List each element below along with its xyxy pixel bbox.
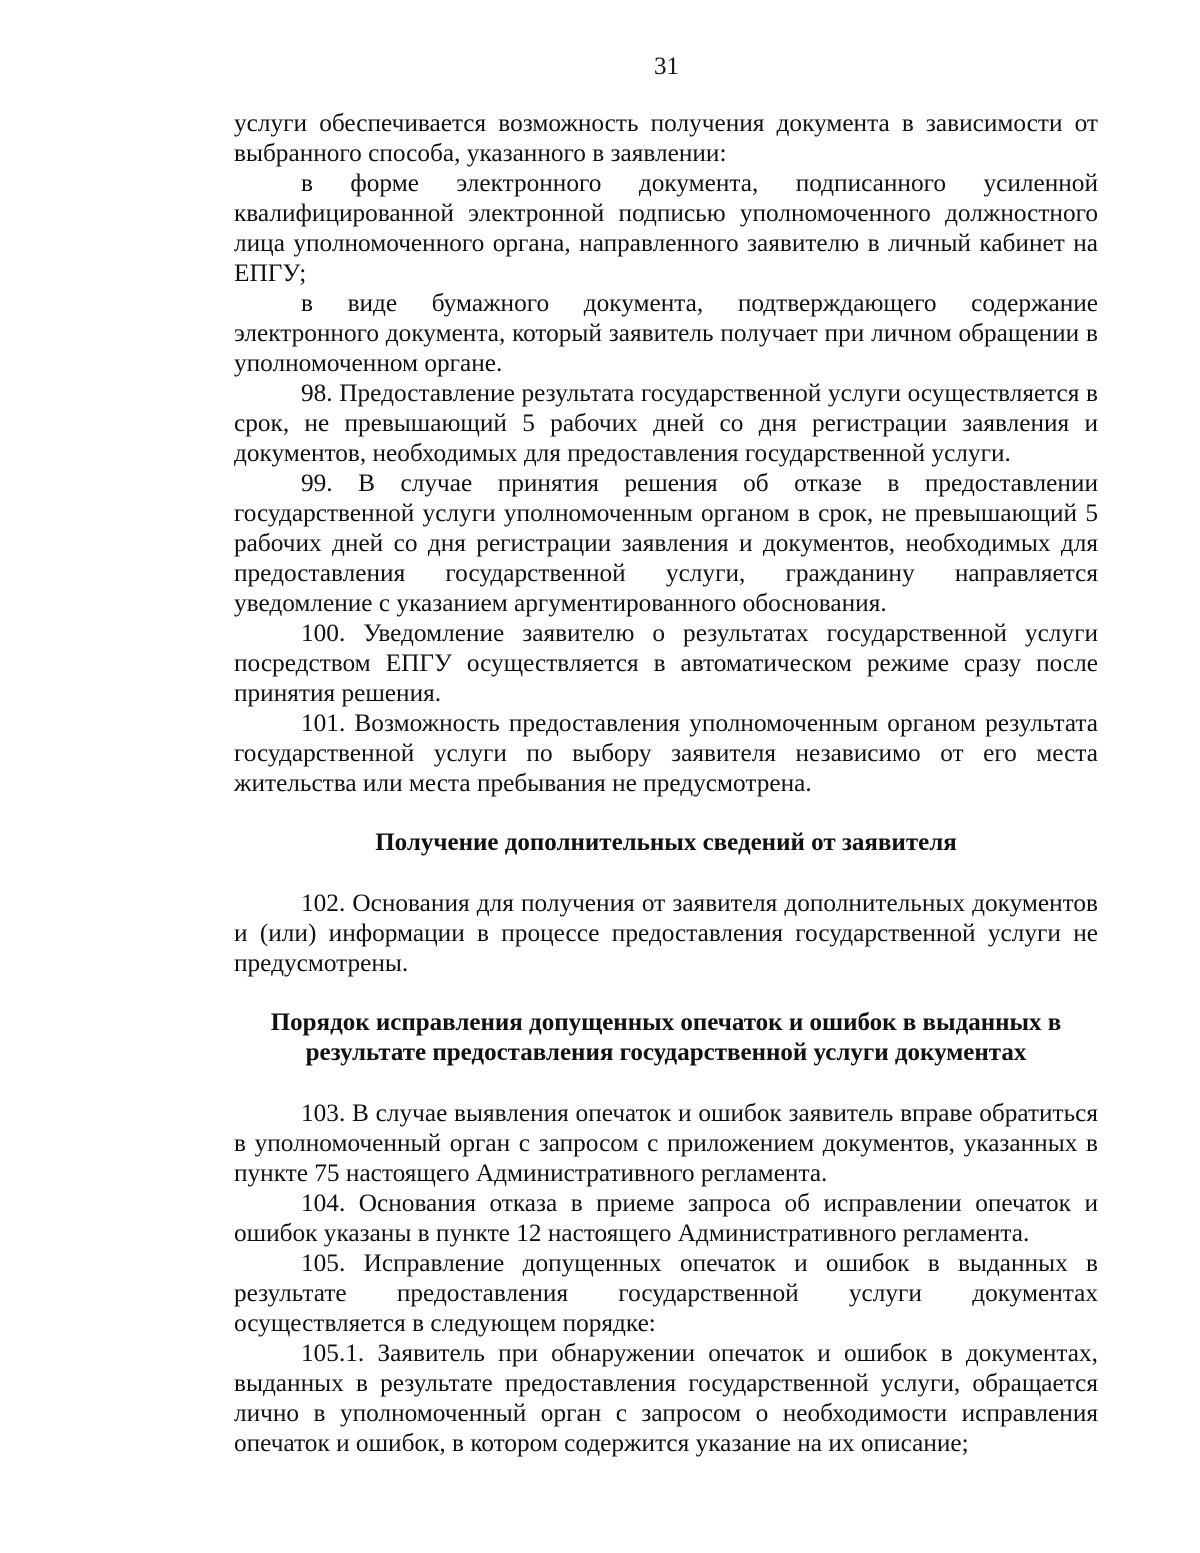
section-heading-corrections [210, 1008, 1122, 1068]
paragraph-101: 101. Возможность предоставления уполномоченным органом результата государственной услуги по выбору заявителя независимо от его места жительства или места пребывания не предусмотрена. [234, 709, 1098, 797]
paragraph-continuation: услуги обеспечивается возможность получения документа в зависимости от выбранного способа, указанного в заявлении: [234, 109, 1098, 167]
paragraph-103: 103. В случае выявления опечаток и ошибок заявитель вправе обратиться в уполномоченный орган с запросом с приложением документов, указанных в пункте 75 настоящего Административного регламента. [234, 1099, 1098, 1187]
spacer [234, 978, 1098, 1008]
document-body [234, 108, 1098, 1458]
spacer [234, 798, 1098, 828]
section-heading-corrections-line-1: Порядок исправления допущенных опечаток и ошибок в выданных в [270, 1009, 1062, 1036]
paragraph-98: 98. Предоставление результата государственной услуги осуществляется в срок, не превышающий 5 рабочих дней со дня регистрации заявления и документов, необходимых для предоставления государственной услуги. [234, 379, 1098, 467]
paragraph-99: 99. В случае принятия решения об отказе в предоставлении государственной услуги уполномоченным органом в срок, не превышающий 5 рабочих дней со дня регистрации заявления и документов, необходимых для предоставления государственной услуги, гражданину направляется уведомление с указанием аргументированного обоснования. [234, 469, 1098, 617]
page-number: 31 [654, 53, 679, 80]
paragraph-105: 105. Исправление допущенных опечаток и ошибок в выданных в результате предоставления государственной услуги документах осуществляется в следующем порядке: [234, 1249, 1098, 1337]
section-heading-additional-info: Получение дополнительных сведений от заявителя [375, 829, 957, 856]
spacer [234, 1068, 1098, 1098]
paragraph-102: 102. Основания для получения от заявителя дополнительных документов и (или) информации в процессе предоставления государственной услуги не предусмотрены. [234, 889, 1098, 977]
paragraph-105-1: 105.1. Заявитель при обнаружении опечаток и ошибок в документах, выданных в результате предоставления государственной услуги, обращается лично в уполномоченный орган с запросом о необходимости исправления опечаток и ошибок, в котором содержится указание на их описание; [234, 1339, 1098, 1457]
section-heading-corrections-line-2: результате предоставления государственной услуги документах [305, 1039, 1027, 1066]
paragraph-100: 100. Уведомление заявителю о результатах государственной услуги посредством ЕПГУ осуществляется в автоматическом режиме сразу после принятия решения. [234, 619, 1098, 707]
spacer [234, 858, 1098, 888]
paragraph-paper-form: в виде бумажного документа, подтверждающего содержание электронного документа, который заявитель получает при личном обращении в уполномоченном органе. [234, 289, 1098, 377]
paragraph-electronic-form: в форме электронного документа, подписанного усиленной квалифицированной электронной подписью уполномоченного должностного лица уполномоченного органа, направленного заявителю в личный кабинет на ЕПГУ; [234, 169, 1098, 287]
paragraph-104: 104. Основания отказа в приеме запроса об исправлении опечаток и ошибок указаны в пункте 12 настоящего Административного регламента. [234, 1189, 1098, 1247]
